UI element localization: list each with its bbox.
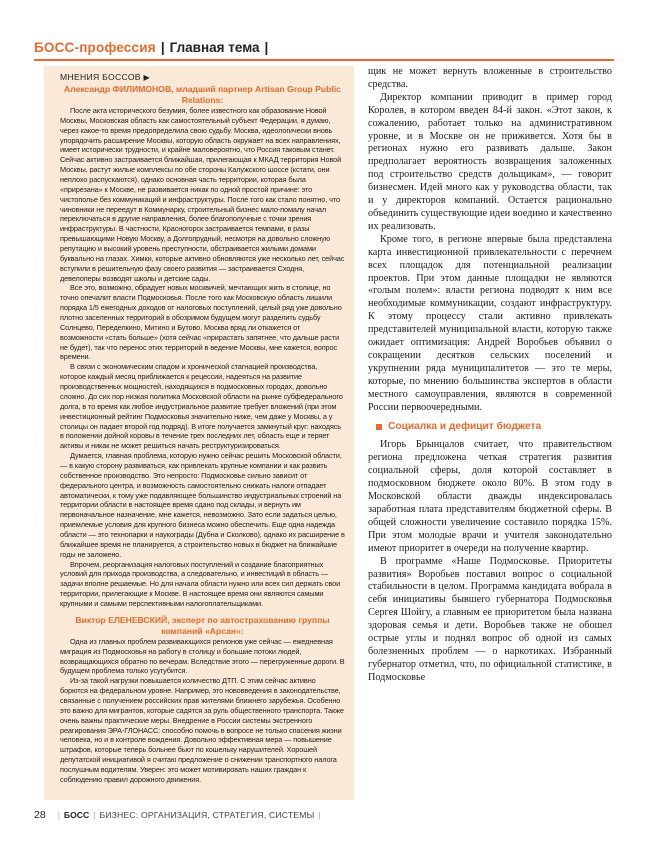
subsection-label: Главная тема xyxy=(169,39,260,55)
paragraph: В программе «Наше Подмосковье. Приоритеты развития» Воробьев поставил вопрос о социальной стабильности в целом. Программа кандидата вобрала в себя инициативы бывшего губернатора Подмосковья Сергея Шойгу, а главным ее приоритетом была названа здоровая семья и дети. Воробьев также не обошел острые углы и поднял вопрос об одной из самых болезненных проблем — о наркотиках. Избранный губернатор отметил, что, по официальной статистике, в Подмосковье xyxy=(368,555,612,683)
arrow-right-icon: ▶ xyxy=(143,73,150,82)
header-separator-2: | xyxy=(264,39,269,55)
header-rule xyxy=(34,59,614,61)
square-bullet-icon xyxy=(376,424,382,430)
paragraph: Думается, главная проблема, которую нужно сейчас решить Московской области, — в какую сторону развиваться, как привлекать крупные компании и как развить собственное производство. Это непросто: Подмосковье сильно зависит от федерального центра, и возможность самостоятельно снижать налоги отпадает автоматически, к тому уже подавляющее большинство индустриальных строений на территории области в настоящее время сдано под склады, и вернуть им первоначальное назначение, мне кажется, невозможно. Зато если задаться целью, приемлемые условия для крупного бизнеса можно обеспечить. Еще одна надежда области — это технопарки и наукограды (Дубна и Сколково), однако их расширение в ближайшее время не планируется, а строительство новых в бюджет на ближайшие годы не заложено. xyxy=(60,451,345,559)
paragraph: Игорь Брынцалов считает, что правительством региона предложена четкая стратегия развития социальной сферы, доля которой составляет в подмосковном бюджете около 80%. В этом году в Московской области дважды индексировалась заработная плата представителям бюджетной сферы. В общей сложности увеличение составило порядка 15%. При этом молодые врачи и учителя законодательно имеют приоритет в очереди на получение квартир. xyxy=(368,439,612,554)
speaker-name-2: Виктор ЕЛЕНЕВСКИЙ, эксперт по автострахованию группы компаний «Арсан»: xyxy=(75,614,330,636)
opinions-sidebar xyxy=(44,66,354,800)
main-article-column xyxy=(368,66,612,685)
paragraph: Все это, возможно, обрадует новых москвичей, мечтающих жить в столице, но точно опечалит власти Подмосковья. После того как Московскую область лишили порядка 1/5 ежегодных доходов от налоговых поступлений, целый ряд уже довольно плотно заселенных территорий в обозримом будущем могут разделить судьбу Солнцево, Переделкино, Митино и Бутово. Москва вряд ли откажется от возможности «стать больше» (хотя сейчас «прирастать запятнее, что дальше расти не будет), так что перенос этих территорий в ведение Москвы, мне кажется, вопрос времени. xyxy=(60,283,342,362)
footer-separator-3: | xyxy=(318,810,321,820)
paragraph: Из-за такой нагрузки повышается количество ДТП. С этим сейчас активно борются на федеральном уровне. Например, это нововведения в законодательстве, связанные с получением российских прав жителями ближнего зарубежья. Особенно это важно для мигрантов, которые садятся за руль общественного транспорта. Также очень важны практические меры. Внедрение в России системы экстренного реагирования ЭРА-ГЛОНАСС: способно помочь в вопросе не только спасения жизни человека, но и в контроле вождения. Довольно эффективная мера — повышение штрафов, которые теперь больнее бьют по кошельку нарушителей. Хорошей депутатской инициативой я считаю предложение о снижении транспортного налога послушным водителям. Уверен: это может мотивировать наших граждан к соблюдению правил дорожного движения. xyxy=(60,676,344,784)
paragraph: Одна из главных проблем развивающихся регионов уже сейчас — ежедневная миграция из Подмосковья на работу в столицу и большие потоки людей, возвращающихся обратно по вечерам. Вследствие этого — перегруженные дороги. В будущем проблема только усугубится. xyxy=(60,636,345,676)
footer-brand: БОСС xyxy=(63,810,90,820)
page-header xyxy=(34,38,614,56)
page-footer xyxy=(34,808,614,822)
sidebar-heading xyxy=(60,72,345,84)
subheading xyxy=(376,421,612,432)
paragraph: Впрочем, реорганизация налоговых поступлений и создание благоприятных условий для прихода производства, а следовательно, и инвестиций в область — задачи вполне решаемые. Но для начала области нужно или всех сил держать свои территории, прилегающие к Москве. В настоящее время они являются самыми крупными и самыми перспективными налогоплательщиками. xyxy=(60,559,341,608)
speaker-2-text xyxy=(60,637,345,785)
speaker-name-1: Александр ФИЛИМОНОВ, младший партнер Artisan Group Public Relations: xyxy=(64,84,341,105)
paragraph: щик не может вернуть вложенные в строительство средства. xyxy=(368,66,612,90)
header-separator: | xyxy=(160,39,165,55)
page-number: 28 xyxy=(34,809,46,821)
paragraph: Директор компании приводит в пример город Королев, в котором введен 84-й закон. «Этот закон, к сожалению, работает только на административном уровне, и в Москве он не приживется. Хотя бы в регионах нужно его развивать дальше. Закон предполагает вероятность возвращения заложенных под строительство средств дольщикам», — говорит бизнесмен. Идей много как у руководства области, так и у директоров компаний. Остается рационально объединить существующие идеи воедино и качественно их реализовать. xyxy=(368,91,612,232)
section-label: БОСС-профессия xyxy=(34,39,156,55)
subheading-text: Социалка и дефицит бюджета xyxy=(388,421,542,433)
paragraph: После акта исторического безумия, более известного как образование Новой Москвы, Московская область как самостоятельный субъект Федерации, я думаю, через какое-то время предопределила свою судьбу. Москва, идеологически вновь упорядочить расширение Москвы, которую область окружает на всех направлениях, имеет исторически трудности, и крайне маловероятно, что Россия таковым станет. Сейчас активно застраивается ближайшая, прилегающая к МКАД территория Новой Москвы, растут жилые комплексы по обе стороны Калужского шоссе (кстати, они неплохо распускаются), однако основная часть территории, которая была «прирезана» к Москве, не развивается никак по одной простой причине: это чистополье без коммуникаций и инфраструктуры. После того как стало понятно, что чиновники не переедут в Коммунарку, строительный бизнес мало-помалу начал переключаться в другие направления, более благополучные с точки зрения инфраструктуры. В частности, Красногорск застраивается темпами, в разы превышающими Новую Москву, а Долгопрудный, несмотря на довольно сложную репутацию и высокий уровень преступности, обстраивается жилыми домами буквально на глазах. Химки, которые активно обновляются уже несколько лет, сейчас вступили в решительную фазу своего развития — застраивается Сходня, девелоперы возводят школы и детские сады. xyxy=(60,106,345,283)
article-text-part-1 xyxy=(368,66,612,414)
paragraph: Кроме того, в регионе впервые была представлена карта инвестиционной привлекательности с перечнем всех площадок для потенциальной реализации проектов. При этом данные площадки не являются «голым полем»: власти региона подводят к ним все необходимые коммуникации, создают инфраструктуру. К этому процессу стали активно привлекать представителей муниципальной власти, которую также ожидает оптимизация: Андрей Воробьев объявил о сокращении десятков сельских поселений и укрупнении ряда муниципалитетов — это те меры, которые, по мнению большинства экспертов в области местного самоуправления, являются в современной России первоочередными. xyxy=(368,233,612,413)
footer-separator: | xyxy=(57,810,60,820)
footer-separator-2: | xyxy=(93,810,96,820)
paragraph: В связи с экономическим спадом и хронической стагнацией производства, которое каждый месяц приближается к рецессии, надеяться на развитие производственных мощностей, находящихся в подмосковных городах, довольно сложно. До сих пор низкая политика Московской области на рынке субфедерального долга, в то время как любое индустриальное развитие требует вложений (при этом инвестиционный рейтинг Подмосковья значительно ниже, чем даже у Москвы, а у столицы он падает второй год подряд). В итоге получается замкнутый круг: находясь в положении дойной коровы в течение трех последних лет, область еще и теряет активы и никак не может решиться начать реструктуризироваться. xyxy=(60,362,343,451)
footer-description: БИЗНЕС: ОРГАНИЗАЦИЯ, СТРАТЕГИЯ, СИСТЕМЫ xyxy=(99,810,315,820)
sidebar-heading-text: МНЕНИЯ БОССОВ xyxy=(60,72,141,82)
sidebar-content xyxy=(60,72,345,785)
article-text-part-2 xyxy=(368,439,612,684)
speaker-1-text xyxy=(60,106,345,609)
